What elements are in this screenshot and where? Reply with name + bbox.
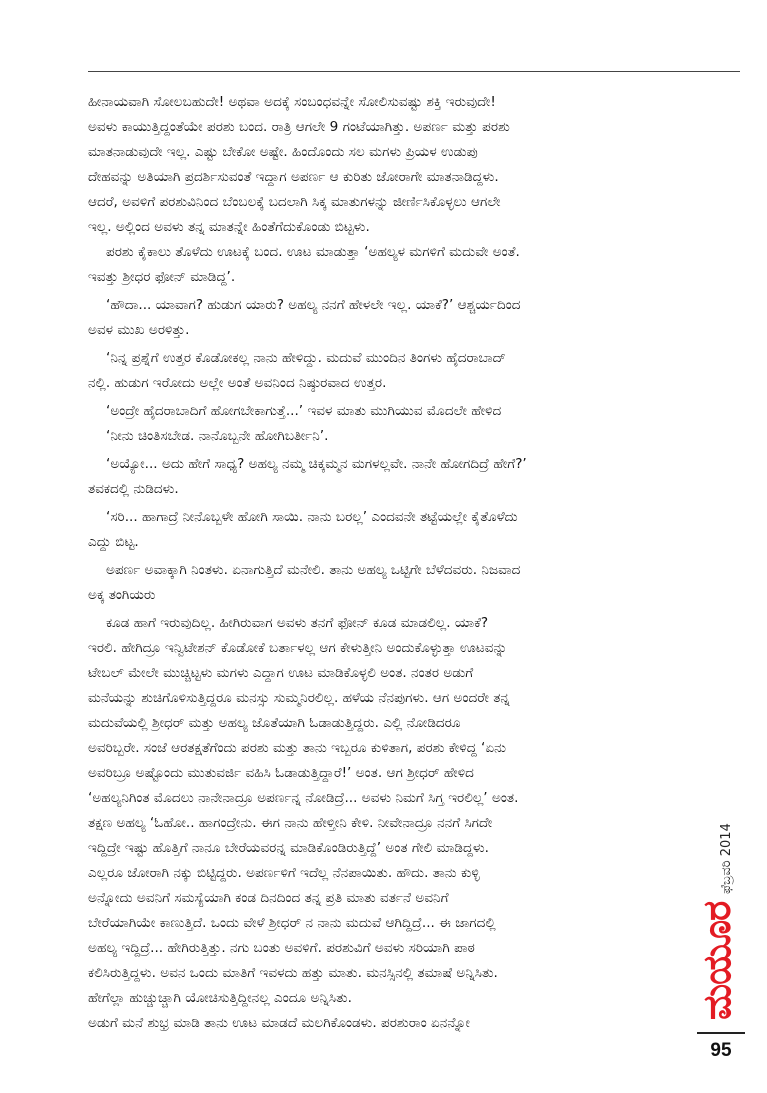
article-line: ‘ನಿನ್ನ ಪ್ರಶ್ನೆಗೆ ಉತ್ತರ ಕೊಡೋಕಲ್ಲ ನಾನು ಹೇಳಿದ್ದು. ಮದುವೆ ಮುಂದಿನ ತಿಂಗಳು ಹೈದರಾಬಾದ್ bbox=[106, 350, 506, 366]
article-line: ಅವಳು ಕಾಯುತ್ತಿದ್ದಂತೆಯೇ ಪರಶು ಬಂದ. ರಾತ್ರಿ ಆಗಲೇ 9 ಗಂಟೆಯಾಗಿತ್ತು. ಅಪರ್ಣ ಮತ್ತು ಪರಶು bbox=[88, 119, 510, 135]
article-line: ಅವರಿಬ್ಬರೇ. ಸಂಜೆ ಆರತಕ್ಷತೆಗೆಂದು ಪರಶು ಮತ್ತು ತಾನು ಇಬ್ಬರೂ ಕುಳಿತಾಗ, ಪರಶು ಕೇಳಿದ್ದ ‘ಏನು bbox=[88, 740, 507, 756]
article-line: ಆದರೆ, ಅವಳಿಗೆ ಪರಶುವಿನಿಂದ ಬೆಂಬಲಕ್ಕೆ ಬದಲಾಗಿ ಸಿಕ್ಕ ಮಾತುಗಳನ್ನು ಜೀರ್ಣಿಸಿಕೊಳ್ಳಲು ಆಗಲೇ bbox=[88, 194, 501, 210]
article-line: ತವಕದಲ್ಲಿ ನುಡಿದಳು. bbox=[88, 481, 179, 497]
article-line: ‘ಹೌದಾ... ಯಾವಾಗ? ಹುಡುಗ ಯಾರು? ಅಹಲ್ಯ ನನಗೆ ಹೇಳಲೇ ಇಲ್ಲ. ಯಾಕೆ?’ ಆಶ್ಚರ್ಯದಿಂದ bbox=[106, 297, 521, 313]
article-line: ಅಕ್ಕ ತಂಗಿಯರು bbox=[88, 587, 156, 603]
page-number-rule bbox=[697, 1032, 745, 1034]
article-line bbox=[88, 1036, 692, 1061]
article-line: ನಲ್ಲಿ. ಹುಡುಗ ಇರೋದು ಅಲ್ಲೇ ಅಂತೆ ಅವನಿಂದ ನಿಷ್ಠುರವಾದ ಉತ್ತರ. bbox=[88, 375, 387, 391]
article-line: ‘ಅಹಲ್ಯನಿಗಿಂತ ಮೊದಲು ನಾನೇನಾದ್ರೂ ಅಪರ್ಣನ್ನ ನೋಡಿದ್ರೆ... ಅವಳು ನಿಮಗೆ ಸಿಗ್ತ ಇರಲಿಲ್ಲ’ ಅಂತ. bbox=[88, 790, 519, 806]
article-line: ‘ಅಂದ್ರೇ ಹೈದರಾಬಾದಿಗೆ ಹೋಗಬೇಕಾಗುತ್ತೆ...’ ಇವಳ ಮಾತು ಮುಗಿಯುವ ಮೊದಲೇ ಹೇಳಿದ bbox=[106, 403, 502, 419]
article-line: ಬೇರೆಯಾಗಿಯೇ ಕಾಣುತ್ತಿದೆ. ಒಂದು ವೇಳೆ ಶ್ರೀಧರ್ ನ ನಾನು ಮದುವೆ ಆಗಿದ್ದಿದ್ರೆ... ಈ ಜಾಗದಲ್ಲಿ bbox=[88, 915, 496, 931]
article-line: ಮಾತನಾಡುವುದೇ ಇಲ್ಲ. ಎಷ್ಟು ಬೇಕೋ ಅಷ್ಟೇ. ಹಿಂದೊಂದು ಸಲ ಮಗಳು ಪ್ರಿಯಳ ಉಡುಪು bbox=[88, 144, 478, 160]
article-line: ‘ನೀನು ಚಿಂತಿಸಬೇಡ. ನಾನೊಬ್ಬನೇ ಹೋಗಿಬರ್ತೀನಿ’. bbox=[106, 428, 329, 444]
article-line: ಅಪರ್ಣ ಅವಾಕ್ಕಾಗಿ ನಿಂತಳು. ಏನಾಗುತ್ತಿದೆ ಮನೇಲಿ. ತಾನು ಅಹಲ್ಯ ಒಟ್ಟಿಗೇ ಬೆಳೆದವರು. ನಿಜವಾದ bbox=[106, 562, 521, 578]
article-line: ಪರಶು ಕೈಕಾಲು ತೊಳೆದು ಊಟಕ್ಕೆ ಬಂದ. ಊಟ ಮಾಡುತ್ತಾ ‘ಅಹಲ್ಯಳ ಮಗಳಿಗೆ ಮದುವೇ ಅಂತೆ. bbox=[106, 244, 520, 260]
article-line: ‘ಅಯ್ಯೋ... ಅದು ಹೇಗೆ ಸಾಧ್ಯ? ಅಹಲ್ಯ ನಮ್ಮ ಚಿಕ್ಕಮ್ಮನ ಮಗಳಲ್ಲವೇ. ನಾನೇ ಹೋಗದಿದ್ರೆ ಹೇಗೆ?’ bbox=[106, 456, 527, 472]
article-line: ಅಹಲ್ಯ ಇದ್ದಿದ್ರೆ... ಹೇಗಿರುತ್ತಿತ್ತು. ನಗು ಬಂತು ಅವಳಿಗೆ. ಪರಶುವಿಗೆ ಅವಳು ಸರಿಯಾಗಿ ಪಾಠ bbox=[88, 940, 475, 956]
article-line: ‘ಸರಿ... ಹಾಗಾದ್ರೆ ನೀನೊಬ್ಬಳೇ ಹೋಗಿ ಸಾಯಿ. ನಾನು ಬರಲ್ಲ’ ಎಂದವನೇ ತಟ್ಟೆಯಲ್ಲೇ ಕೈತೊಳೆದು bbox=[106, 509, 518, 525]
article-line: ಮದುವೆಯಲ್ಲಿ ಶ್ರೀಧರ್ ಮತ್ತು ಅಹಲ್ಯ ಜೊತೆಯಾಗಿ ಓಡಾಡುತ್ತಿದ್ದರು. ಎಲ್ಲಿ ನೋಡಿದರೂ bbox=[88, 715, 461, 731]
article-line: ಅವಳ ಮುಖ ಅರಳಿತ್ತು. bbox=[88, 322, 190, 338]
article-line: ಹೇಗೆಲ್ಲಾ ಹುಚ್ಚುಚ್ಚಾಗಿ ಯೋಚಿಸುತ್ತಿದ್ದೀನಲ್ಲ ಎಂದೂ ಅನ್ನಿಸಿತು. bbox=[88, 990, 352, 1006]
article-line: ಎದ್ದು ಬಿಟ್ಟ. bbox=[88, 534, 139, 550]
article-line: ಕಲಿಸಿರುತ್ತಿದ್ದಳು. ಅವನ ಒಂದು ಮಾತಿಗೆ ಇವಳದು ಹತ್ತು ಮಾತು. ಮನಸ್ಸಿನಲ್ಲಿ ತಮಾಷೆ ಅನ್ನಿಸಿತು. bbox=[88, 965, 498, 981]
article-line: ದೇಹವನ್ನು ಅತಿಯಾಗಿ ಪ್ರದರ್ಶಿಸುವಂತೆ ಇದ್ದಾಗ ಅಪರ್ಣ ಆ ಕುರಿತು ಜೋರಾಗೇ ಮಾತನಾಡಿದ್ದಳು. bbox=[88, 169, 499, 185]
article-line: ಇವತ್ತು ಶ್ರೀಧರ ಫೋನ್ ಮಾಡಿದ್ದ’. bbox=[88, 269, 236, 285]
article-line: ಹೀನಾಯವಾಗಿ ಸೋಲಬಹುದೇ! ಅಥವಾ ಅದಕ್ಕೆ ಸಂಬಂಧವನ್ನೇ ಸೋಲಿಸುವಷ್ಟು ಶಕ್ತಿ ಇರುವುದೇ! bbox=[88, 94, 496, 110]
article-line: ಮನೆಯನ್ನು ಶುಚಿಗೊಳಿಸುತ್ತಿದ್ದರೂ ಮನಸ್ಸು ಸುಮ್ಮನಿರಲಿಲ್ಲ. ಹಳೆಯ ನೆನಪುಗಳು. ಆಗ ಅಂದರೇ ತನ್ನ bbox=[88, 690, 510, 706]
article-line: ಅಡುಗೆ ಮನೆ ಶುಭ್ರ ಮಾಡಿ ತಾನು ಊಟ ಮಾಡದೆ ಮಲಗಿಕೊಂಡಳು. ಪರಶುರಾಂ ಏನನ್ನೋ bbox=[88, 1015, 470, 1031]
page-number: 95 bbox=[710, 1040, 732, 1061]
issue-date: ಫೆಬ್ರವರಿ 2014 bbox=[719, 823, 734, 894]
article-line: ತಕ್ಷಣ ಅಹಲ್ಯ ‘ಓಹೋ.. ಹಾಗಂದ್ರೇನು. ಈಗ ನಾನು ಹೇಳ್ತೀನಿ ಕೇಳಿ. ನೀವೇನಾದ್ರೂ ನನಗೆ ಸಿಗದೇ bbox=[88, 815, 493, 831]
article-body bbox=[88, 90, 692, 1061]
magazine-masthead bbox=[697, 823, 747, 1020]
article-line: ಟೇಬಲ್ ಮೇಲೇ ಮುಚ್ಚಿಟ್ಟಳು ಮಗಳು ಎದ್ದಾಗ ಊಟ ಮಾಡಿಕೊಳ್ಳಲಿ ಅಂತ. ನಂತರ ಅಡುಗೆ bbox=[88, 665, 474, 681]
article-line: ಅವರಿಬ್ರೂ ಅಷ್ಟೊಂದು ಮುತುವರ್ಜಿ ವಹಿಸಿ ಓಡಾಡುತ್ತಿದ್ದಾರೆ!’ ಅಂತ. ಆಗ ಶ್ರೀಧರ್ ಹೇಳಿದ bbox=[88, 765, 474, 781]
article-line: ಇರಲಿ. ಹೇಗಿದ್ರೂ ಇನ್ವಿಟೇಶನ್ ಕೊಡೋಕೆ ಬರ್ತಾಳಲ್ಲ ಆಗ ಕೇಳುತ್ತೀನಿ ಅಂದುಕೊಳ್ಳುತ್ತಾ ಊಟವನ್ನು bbox=[88, 640, 508, 656]
magazine-logo: ಮಯೂರ bbox=[695, 901, 739, 1020]
article-line: ಎಲ್ಲರೂ ಜೋರಾಗಿ ನಕ್ಕು ಬಿಟ್ಟಿದ್ದರು. ಅಪರ್ಣಳಿಗೆ ಇದೆಲ್ಲ ನೆನಪಾಯಿತು. ಹೌದು. ತಾನು ಕುಳ್ಳಿ bbox=[88, 865, 480, 881]
article-line: ಕೂಡ ಹಾಗೆ ಇರುವುದಿಲ್ಲ. ಹೀಗಿರುವಾಗ ಅವಳು ತನಗೆ ಫೋನ್ ಕೂಡ ಮಾಡಲಿಲ್ಲ. ಯಾಕೆ? bbox=[106, 615, 489, 631]
header-rule bbox=[88, 71, 740, 72]
article-line: ಇದ್ದಿದ್ರೇ ಇಷ್ಟು ಹೊತ್ತಿಗೆ ನಾನೂ ಬೇರೆಯವರನ್ನ ಮಾಡಿಕೊಂಡಿರುತ್ತಿದ್ದೆ’ ಅಂತ ಗೇಲಿ ಮಾಡಿದ್ದಳು. bbox=[88, 840, 489, 856]
article-line: ಇಲ್ಲ. ಅಲ್ಲಿಂದ ಅವಳು ತನ್ನ ಮಾತನ್ನೇ ಹಿಂತೆಗೆದುಕೊಂಡು ಬಿಟ್ಟಳು. bbox=[88, 219, 370, 235]
article-line: ಅನ್ನೋದು ಅವನಿಗೆ ಸಮಸ್ಯೆಯಾಗಿ ಕಂಡ ದಿನದಿಂದ ತನ್ನ ಪ್ರತಿ ಮಾತು ವರ್ತನೆ ಅವನಿಗೆ bbox=[88, 890, 449, 906]
